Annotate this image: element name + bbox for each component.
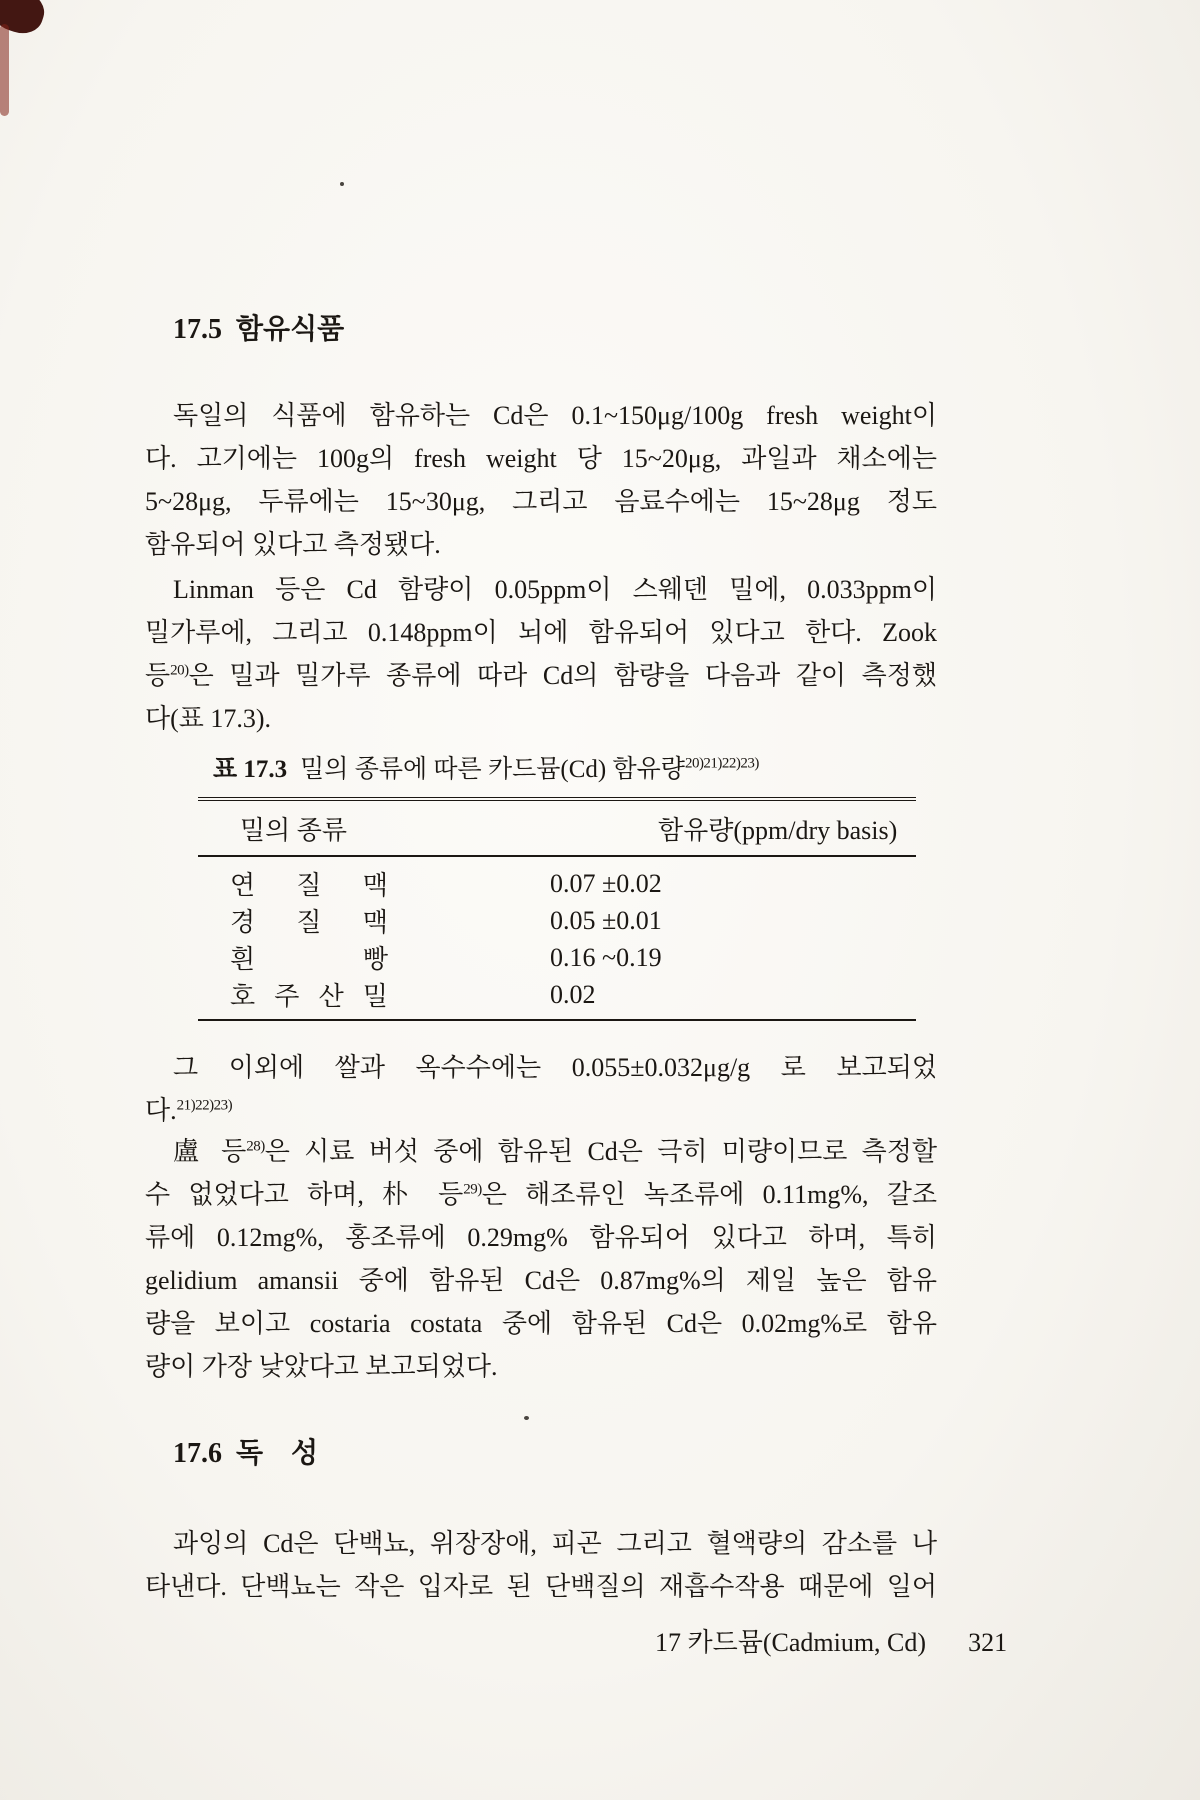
text-line: 량을 보이고 costaria costata 중에 함유된 Cd은 0.02mg%로 함유: [145, 1309, 937, 1338]
text-line: 그 이외에 쌀과 옥수수에는 0.055±0.032μg/g 로 보고되었: [173, 1053, 937, 1082]
table-row: [198, 976, 916, 1013]
text-line: 다. 고기에는 100g의 fresh weight 당 15~20μg, 과일과 채소에는: [145, 444, 937, 473]
text-line: 과잉의 Cd은 단백뇨, 위장장애, 피곤 그리고 혈액량의 감소를 나: [173, 1529, 937, 1558]
table-caption: 표 17.3 밀의 종류에 따른 카드뮴(Cd) 함유량$^{20)21)22)23)}$: [213, 755, 759, 783]
text-line: 다(표 17.3).: [145, 704, 272, 733]
section-heading-17-6: 17.6 독 성: [173, 1438, 319, 1469]
cell-content-value: 0.05 ±0.01: [550, 905, 662, 935]
wheat-cadmium-table: [198, 797, 916, 1021]
scan-speck: [524, 1416, 529, 1420]
table-row: [198, 902, 916, 939]
table-header-row: [198, 801, 916, 857]
text-line: Linman 등은 Cd 함량이 0.05ppm이 스웨덴 밀에, 0.033ppm이: [173, 575, 937, 604]
cell-content-value: 0.07 ±0.02: [550, 868, 662, 898]
text-line: 밀가루에, 그리고 0.148ppm이 뇌에 함유되어 있다고 한다. Zook: [145, 618, 937, 647]
text-line: 류에 0.12mg%, 홍조류에 0.29mg% 함유되어 있다고 하며, 특히: [145, 1223, 937, 1252]
text-line: 독일의 식품에 함유하는 Cd은 0.1~150μg/100g fresh weight이: [173, 401, 937, 430]
column-header-wheat-type: 밀의 종류: [240, 815, 347, 845]
page-number: 321: [968, 1628, 1008, 1657]
paragraph-rice-corn: [145, 1046, 937, 1132]
column-header-content: 함유량(ppm/dry basis): [658, 815, 898, 845]
chapter-footer-label: 17 카드뮴(Cadmium, Cd): [655, 1628, 927, 1657]
table-body: [198, 857, 916, 1019]
paragraph-linman-zook: [145, 568, 937, 740]
text-line: 함유되어 있다고 측정됐다.: [145, 530, 441, 559]
text-line: 盧 등$^{28)}$은 시료 버섯 중에 함유된 Cd은 극히 미량이므로 측정할: [173, 1137, 938, 1166]
page-footer: [655, 1626, 1007, 1660]
cell-content-value: 0.02: [550, 979, 596, 1009]
scan-stain-streak: [0, 24, 9, 116]
scan-speck: [340, 182, 344, 186]
cell-wheat-type: 흰 빵: [230, 945, 388, 974]
paragraph-germany-foods: [145, 394, 937, 566]
text-line: 5~28μg, 두류에는 15~30μg, 그리고 음료수에는 15~28μg 정도: [145, 487, 937, 516]
cell-wheat-type: 호 주 산 밀: [230, 982, 388, 1011]
text-line: 수 없었다고 하며, 朴 등$^{29)}$은 해조류인 녹조류에 0.11mg%, 갈조: [145, 1180, 937, 1209]
cell-wheat-type: 경 질 맥: [230, 908, 388, 937]
text-line: 다.$^{21)22)23)}$: [145, 1096, 233, 1125]
cell-content-value: 0.16 ~0.19: [550, 942, 662, 972]
text-line: gelidium amansii 중에 함유된 Cd은 0.87mg%의 제일 높은 함유: [145, 1266, 937, 1295]
paragraph-seaweed: [145, 1130, 937, 1388]
text-line: 량이 가장 낮았다고 보고되었다.: [145, 1352, 498, 1381]
table-row: [198, 939, 916, 976]
text-line: 타낸다. 단백뇨는 작은 입자로 된 단백질의 재흡수작용 때문에 일어: [145, 1572, 937, 1601]
text-line: 등$^{20)}$은 밀과 밀가루 종류에 따라 Cd의 함량을 다음과 같이 측정했: [145, 661, 937, 690]
cell-wheat-type: 연 질 맥: [230, 871, 388, 900]
table-row: [198, 865, 916, 902]
paragraph-toxicity: [145, 1522, 937, 1608]
section-heading-17-5: 17.5 함유식품: [173, 314, 345, 345]
